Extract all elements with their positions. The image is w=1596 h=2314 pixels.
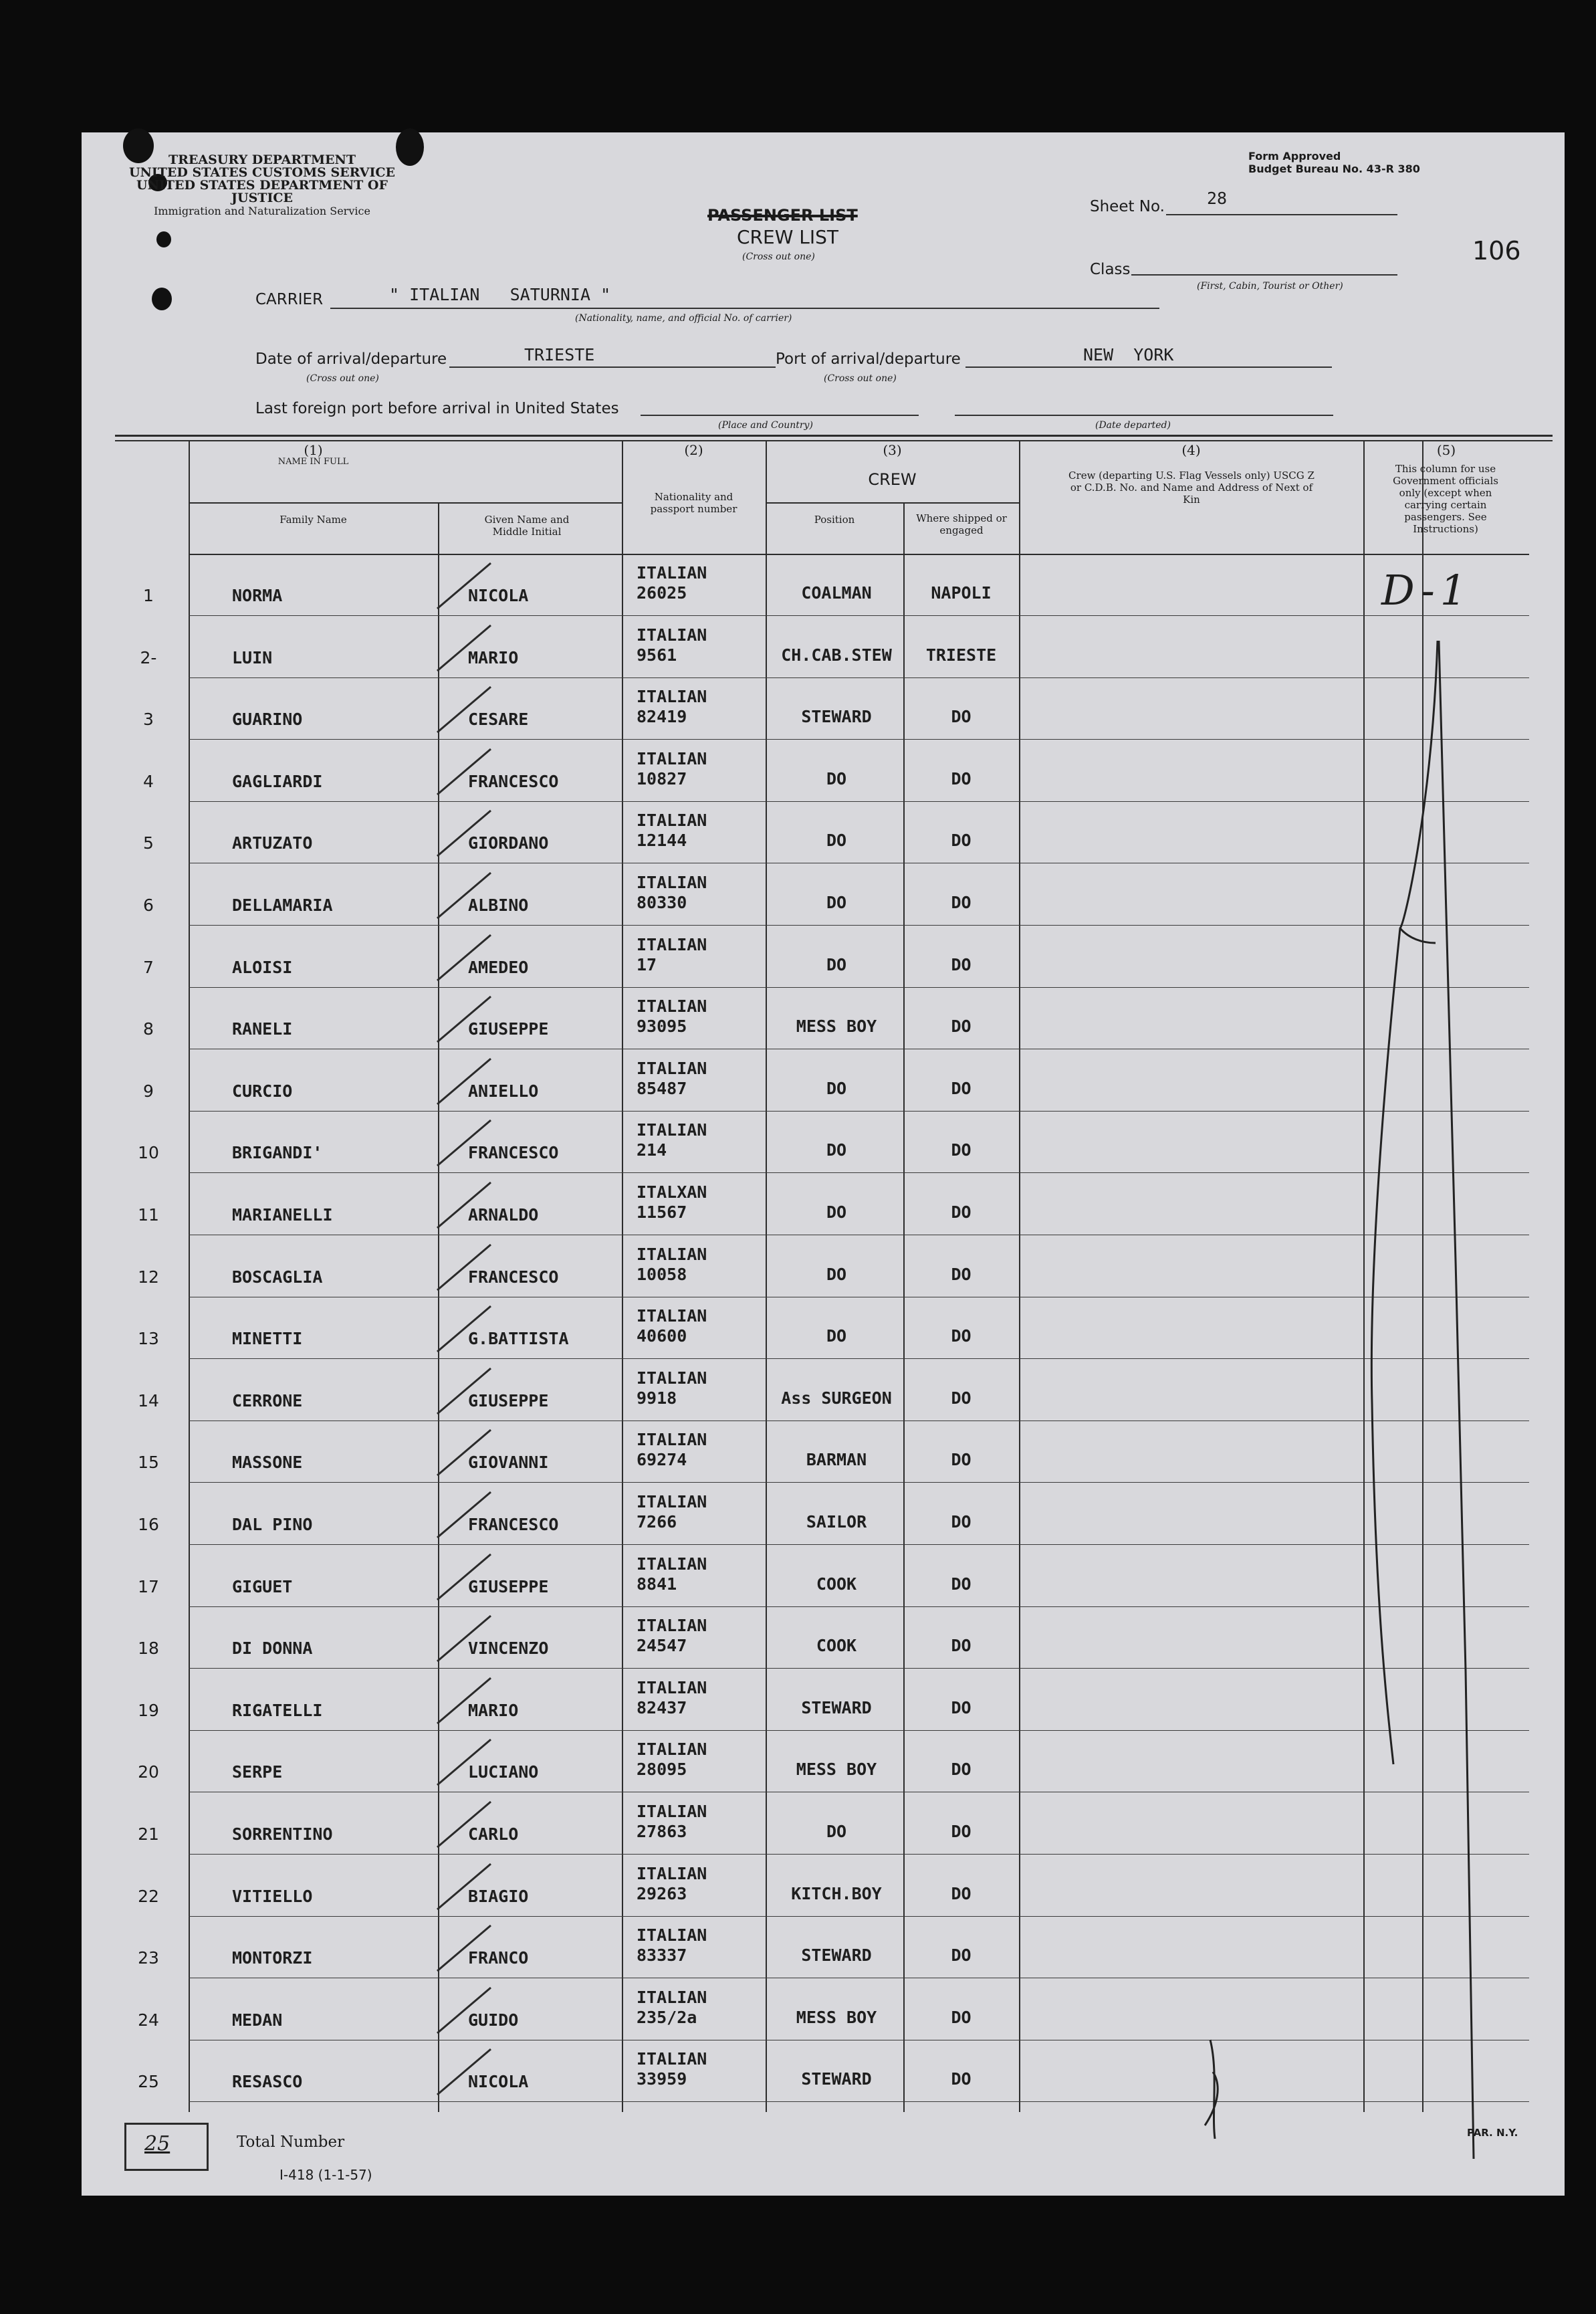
- col5-title: This column for use Government officials only (except when carrying certain passengers. See Instructions): [1393, 463, 1498, 535]
- where-shipped: DO: [951, 1450, 972, 1469]
- nationality: ITALIAN: [637, 1554, 707, 1574]
- given-name: BIAGIO: [468, 1887, 529, 1906]
- date-departed-hint: (Date departed): [1095, 420, 1171, 431]
- given-name: CARLO: [468, 1824, 519, 1844]
- row-number: 5: [143, 833, 154, 853]
- passport-number: 12144: [637, 831, 687, 850]
- check-mark: [437, 1368, 491, 1414]
- passport-number: 29263: [637, 1884, 687, 1903]
- nationality: ITALIAN: [637, 1368, 707, 1388]
- passport-number: 9918: [637, 1388, 677, 1408]
- row-number: 7: [143, 958, 154, 977]
- where-shipped: DO: [951, 707, 972, 726]
- passport-number: 214: [637, 1140, 667, 1160]
- given-name: AMEDEO: [468, 958, 529, 977]
- passport-number: 9561: [637, 645, 677, 665]
- where-shipped: DO: [951, 1079, 972, 1098]
- check-mark: [437, 1740, 491, 1785]
- given-name: ANIELLO: [468, 1081, 539, 1101]
- check-mark: [437, 1306, 491, 1352]
- check-mark: [437, 1678, 491, 1723]
- passport-number: 10058: [637, 1265, 687, 1284]
- check-mark: [437, 1988, 491, 2033]
- row-number: 10: [138, 1143, 159, 1162]
- passport-number: 33959: [637, 2069, 687, 2089]
- nationality: ITALIAN: [637, 749, 707, 768]
- where-shipped: DO: [951, 1202, 972, 1222]
- given-name: FRANCO: [468, 1948, 529, 1968]
- check-mark: [437, 1120, 491, 1166]
- col2-title: Nationality and passport number: [650, 491, 737, 515]
- nationality: ITALIAN: [637, 563, 707, 583]
- where-shipped: DO: [951, 2008, 972, 2027]
- position: DO: [826, 955, 847, 974]
- nationality: ITALIAN: [637, 1925, 707, 1945]
- position: KITCH.BOY: [791, 1884, 882, 1903]
- total-value: 25: [144, 2132, 170, 2155]
- row-number: 4: [143, 772, 154, 791]
- passport-number: 7266: [637, 1512, 677, 1532]
- family-name: LUIN: [232, 648, 273, 667]
- passport-number: 28095: [637, 1760, 687, 1779]
- row-number: 9: [143, 1081, 154, 1101]
- row-number: 22: [138, 1887, 159, 1906]
- family-name: MARIANELLI: [232, 1205, 333, 1225]
- carrier-label: CARRIER: [255, 291, 324, 308]
- col2-number: (2): [684, 442, 703, 458]
- nationality: ITALIAN: [637, 1678, 707, 1697]
- position: DO: [826, 1822, 847, 1841]
- passport-number: 27863: [637, 1822, 687, 1841]
- given-name: VINCENZO: [468, 1639, 549, 1658]
- position: STEWARD: [801, 2069, 872, 2089]
- row-number: 24: [138, 2010, 159, 2030]
- where-shipped: DO: [951, 2069, 972, 2089]
- given-name: ALBINO: [468, 896, 529, 915]
- given-name: CESARE: [468, 710, 529, 729]
- crew-list-document: [82, 132, 1565, 2196]
- col4-number: (4): [1181, 442, 1201, 458]
- family-name: NORMA: [232, 586, 283, 605]
- family-name: DI DONNA: [232, 1639, 313, 1658]
- agency-line: Immigration and Naturalization Service: [154, 205, 370, 217]
- where-shipped: DO: [951, 1574, 972, 1594]
- sheet-label: Sheet No.: [1090, 198, 1165, 215]
- nationality: ITALIAN: [637, 1802, 707, 1821]
- passport-number: 85487: [637, 1079, 687, 1098]
- given-name: NICOLA: [468, 2072, 529, 2091]
- given-name: FRANCESCO: [468, 1515, 559, 1534]
- given-name: NICOLA: [468, 586, 529, 605]
- given-name: GIORDANO: [468, 833, 549, 853]
- where-shipped: DO: [951, 1388, 972, 1408]
- date-value: TRIESTE: [524, 345, 595, 364]
- nationality: ITALIAN: [637, 935, 707, 954]
- where-shipped: DO: [951, 769, 972, 788]
- class-label: Class: [1090, 261, 1131, 278]
- date-hint: (Cross out one): [306, 373, 379, 384]
- nationality: ITALIAN: [637, 1740, 707, 1759]
- agency-line: UNITED STATES DEPARTMENT OF JUSTICE: [136, 178, 388, 205]
- row-number: 20: [138, 1762, 159, 1782]
- family-name: BOSCAGLIA: [232, 1267, 323, 1287]
- position: MESS BOY: [796, 1760, 877, 1779]
- given-name: MARIO: [468, 1701, 519, 1720]
- family-name: DELLAMARIA: [232, 896, 333, 915]
- row-number: 15: [138, 1453, 159, 1472]
- col4-title: Crew (departing U.S. Flag Vessels only) USCG Z or C.D.B. No. and Name and Address of Next of Kin: [1068, 469, 1315, 506]
- family-name: RIGATELLI: [232, 1701, 323, 1720]
- budget-bureau-line: Budget Bureau No. 43-R 380: [1248, 163, 1420, 175]
- where-shipped: DO: [951, 1945, 972, 1965]
- crew-list-title: CREW LIST: [737, 226, 839, 248]
- passport-number: 11567: [637, 1202, 687, 1222]
- port-label: Port of arrival/departure: [776, 350, 961, 368]
- nationality: ITALIAN: [637, 1059, 707, 1078]
- carrier-hint: (Nationality, name, and official No. of carrier): [575, 313, 792, 324]
- passport-number: 17: [637, 955, 657, 974]
- carrier-value: " ITALIAN SATURNIA ": [389, 285, 611, 304]
- agency-line: TREASURY DEPARTMENT: [168, 152, 356, 167]
- given-name: GIUSEPPE: [468, 1391, 549, 1410]
- check-mark: [437, 563, 491, 609]
- passport-number: 26025: [637, 583, 687, 603]
- position: DO: [826, 1202, 847, 1222]
- nationality: ITALIAN: [637, 1306, 707, 1326]
- printer-mark: PAR. N.Y.: [1467, 2127, 1518, 2139]
- check-mark: [437, 2049, 491, 2095]
- family-name: CURCIO: [232, 1081, 293, 1101]
- page-number: 106: [1472, 236, 1521, 266]
- family-name: VITIELLO: [232, 1887, 313, 1906]
- family-name: SORRENTINO: [232, 1824, 333, 1844]
- check-mark: [437, 1492, 491, 1538]
- given-name: GIOVANNI: [468, 1453, 549, 1472]
- where-header: Where shipped or engaged: [916, 512, 1007, 536]
- row-number: 13: [138, 1329, 159, 1348]
- check-mark: [437, 625, 491, 671]
- row-number: 3: [143, 710, 154, 729]
- form-number: I-418 (1-1-57): [279, 2167, 372, 2183]
- row-number: 12: [138, 1267, 159, 1287]
- family-name: MONTORZI: [232, 1948, 313, 1968]
- class-hint: (First, Cabin, Tourist or Other): [1197, 281, 1343, 292]
- position: COOK: [816, 1636, 857, 1655]
- nationality: ITALIAN: [637, 1120, 707, 1140]
- check-mark: [437, 873, 491, 918]
- last-port-label: Last foreign port before arrival in United States: [255, 400, 619, 417]
- nationality: ITALIAN: [637, 1864, 707, 1883]
- check-mark: [437, 1430, 491, 1475]
- col5-handwritten-mark: D-1: [1381, 566, 1472, 615]
- col1-number: (1): [304, 442, 323, 458]
- family-name: GIGUET: [232, 1577, 293, 1596]
- col5-number: (5): [1436, 442, 1456, 458]
- nationality: ITALIAN: [637, 687, 707, 706]
- family-name: RANELI: [232, 1019, 293, 1039]
- check-mark: [437, 1059, 491, 1104]
- given-name: ARNALDO: [468, 1205, 539, 1225]
- row-number: 23: [138, 1948, 159, 1968]
- where-shipped: DO: [951, 1822, 972, 1841]
- row-number: 16: [138, 1515, 159, 1534]
- position: BARMAN: [806, 1450, 867, 1469]
- family-name-header: Family Name: [279, 514, 347, 526]
- row-number: 2-: [140, 648, 157, 667]
- position: MESS BOY: [796, 2008, 877, 2027]
- given-name: MARIO: [468, 648, 519, 667]
- given-name: FRANCESCO: [468, 1143, 559, 1162]
- where-shipped: DO: [951, 1698, 972, 1717]
- passport-number: 69274: [637, 1450, 687, 1469]
- position: SAILOR: [806, 1512, 867, 1532]
- check-mark: [437, 996, 491, 1042]
- where-shipped: DO: [951, 1140, 972, 1160]
- row-number: 11: [138, 1205, 159, 1225]
- where-shipped: DO: [951, 1636, 972, 1655]
- passport-number: 82437: [637, 1698, 687, 1717]
- passport-number: 235/2a: [637, 2008, 697, 2027]
- check-mark: [437, 811, 491, 856]
- given-name-header: Given Name and Middle Initial: [484, 514, 570, 538]
- family-name: MEDAN: [232, 2010, 283, 2030]
- family-name: GUARINO: [232, 710, 303, 729]
- position: DO: [826, 831, 847, 850]
- position-header: Position: [814, 514, 855, 526]
- given-name: G.BATTISTA: [468, 1329, 569, 1348]
- check-mark: [437, 1245, 491, 1290]
- position: COOK: [816, 1574, 857, 1594]
- row-number: 25: [138, 2072, 159, 2091]
- date-label: Date of arrival/departure: [255, 350, 447, 368]
- sheet-number: 28: [1207, 189, 1228, 208]
- passport-number: 10827: [637, 769, 687, 788]
- given-name: FRANCESCO: [468, 1267, 559, 1287]
- family-name: DAL PINO: [232, 1515, 313, 1534]
- position: DO: [826, 1079, 847, 1098]
- where-shipped: DO: [951, 893, 972, 912]
- given-name: LUCIANO: [468, 1762, 539, 1782]
- port-value: NEW YORK: [1083, 345, 1174, 364]
- check-mark: [437, 687, 491, 732]
- title-hint: (Cross out one): [742, 251, 815, 262]
- row-number: 19: [138, 1701, 159, 1720]
- where-shipped: DO: [951, 1017, 972, 1036]
- form-approved-line: Form Approved: [1248, 150, 1341, 163]
- given-name: GIUSEPPE: [468, 1019, 549, 1039]
- family-name: CERRONE: [232, 1391, 303, 1410]
- position: DO: [826, 1140, 847, 1160]
- position: CH.CAB.STEW: [781, 645, 892, 665]
- position: COALMAN: [801, 583, 872, 603]
- nationality: ITALIAN: [637, 996, 707, 1016]
- family-name: SERPE: [232, 1762, 283, 1782]
- check-mark: [437, 1182, 491, 1228]
- where-shipped: DO: [951, 1265, 972, 1284]
- port-hint: (Cross out one): [824, 373, 897, 384]
- position: DO: [826, 893, 847, 912]
- given-name: GIUSEPPE: [468, 1577, 549, 1596]
- row-number: 17: [138, 1577, 159, 1596]
- check-mark: [437, 749, 491, 795]
- family-name: ARTUZATO: [232, 833, 313, 853]
- col3-number: (3): [883, 442, 902, 458]
- check-mark: [437, 1802, 491, 1847]
- family-name: RESASCO: [232, 2072, 303, 2091]
- family-name: MASSONE: [232, 1453, 303, 1472]
- row-number: 18: [138, 1639, 159, 1658]
- nationality: ITALIAN: [637, 873, 707, 892]
- where-shipped: TRIESTE: [925, 645, 997, 665]
- passport-number: 40600: [637, 1326, 687, 1346]
- row-number: 8: [143, 1019, 154, 1039]
- col1-title: NAME IN FULL: [277, 457, 349, 467]
- passport-number: 8841: [637, 1574, 677, 1594]
- passport-number: 82419: [637, 707, 687, 726]
- family-name: ALOISI: [232, 958, 293, 977]
- where-shipped: DO: [951, 831, 972, 850]
- family-name: BRIGANDI': [232, 1143, 323, 1162]
- check-mark: [437, 1616, 491, 1661]
- col3-title: CREW: [868, 470, 917, 489]
- where-shipped: DO: [951, 955, 972, 974]
- check-mark: [437, 1554, 491, 1600]
- total-label: Total Number: [237, 2133, 345, 2151]
- position: DO: [826, 769, 847, 788]
- passport-number: 83337: [637, 1945, 687, 1965]
- nationality: ITALIAN: [637, 1492, 707, 1511]
- nationality: ITALIAN: [637, 811, 707, 830]
- given-name: GUIDO: [468, 2010, 519, 2030]
- row-number: 14: [138, 1391, 159, 1410]
- row-number: 6: [143, 896, 154, 915]
- nationality: ITALIAN: [637, 1430, 707, 1449]
- passport-number: 80330: [637, 893, 687, 912]
- given-name: FRANCESCO: [468, 772, 559, 791]
- check-mark: [437, 1925, 491, 1971]
- where-shipped: DO: [951, 1884, 972, 1903]
- position: DO: [826, 1265, 847, 1284]
- where-shipped: DO: [951, 1760, 972, 1779]
- position: MESS BOY: [796, 1017, 877, 1036]
- check-mark: [437, 935, 491, 980]
- nationality: ITALIAN: [637, 625, 707, 645]
- nationality: ITALIAN: [637, 2049, 707, 2069]
- where-shipped: NAPOLI: [931, 583, 992, 603]
- place-hint: (Place and Country): [718, 420, 813, 431]
- family-name: MINETTI: [232, 1329, 303, 1348]
- position: STEWARD: [801, 1945, 872, 1965]
- agency-line: UNITED STATES CUSTOMS SERVICE: [128, 165, 396, 180]
- row-number: 1: [143, 586, 154, 605]
- check-marks: [82, 132, 1565, 2196]
- where-shipped: DO: [951, 1512, 972, 1532]
- check-mark: [437, 1864, 491, 1909]
- passport-number: 93095: [637, 1017, 687, 1036]
- where-shipped: DO: [951, 1326, 972, 1346]
- family-name: GAGLIARDI: [232, 772, 323, 791]
- position: STEWARD: [801, 707, 872, 726]
- passenger-list-struck: PASSENGER LIST: [707, 206, 858, 225]
- nationality: ITALXAN: [637, 1182, 707, 1202]
- row-number: 21: [138, 1824, 159, 1844]
- position: STEWARD: [801, 1698, 872, 1717]
- nationality: ITALIAN: [637, 1988, 707, 2007]
- position: DO: [826, 1326, 847, 1346]
- nationality: ITALIAN: [637, 1616, 707, 1635]
- passport-number: 24547: [637, 1636, 687, 1655]
- nationality: ITALIAN: [637, 1245, 707, 1264]
- position: Ass SURGEON: [781, 1388, 892, 1408]
